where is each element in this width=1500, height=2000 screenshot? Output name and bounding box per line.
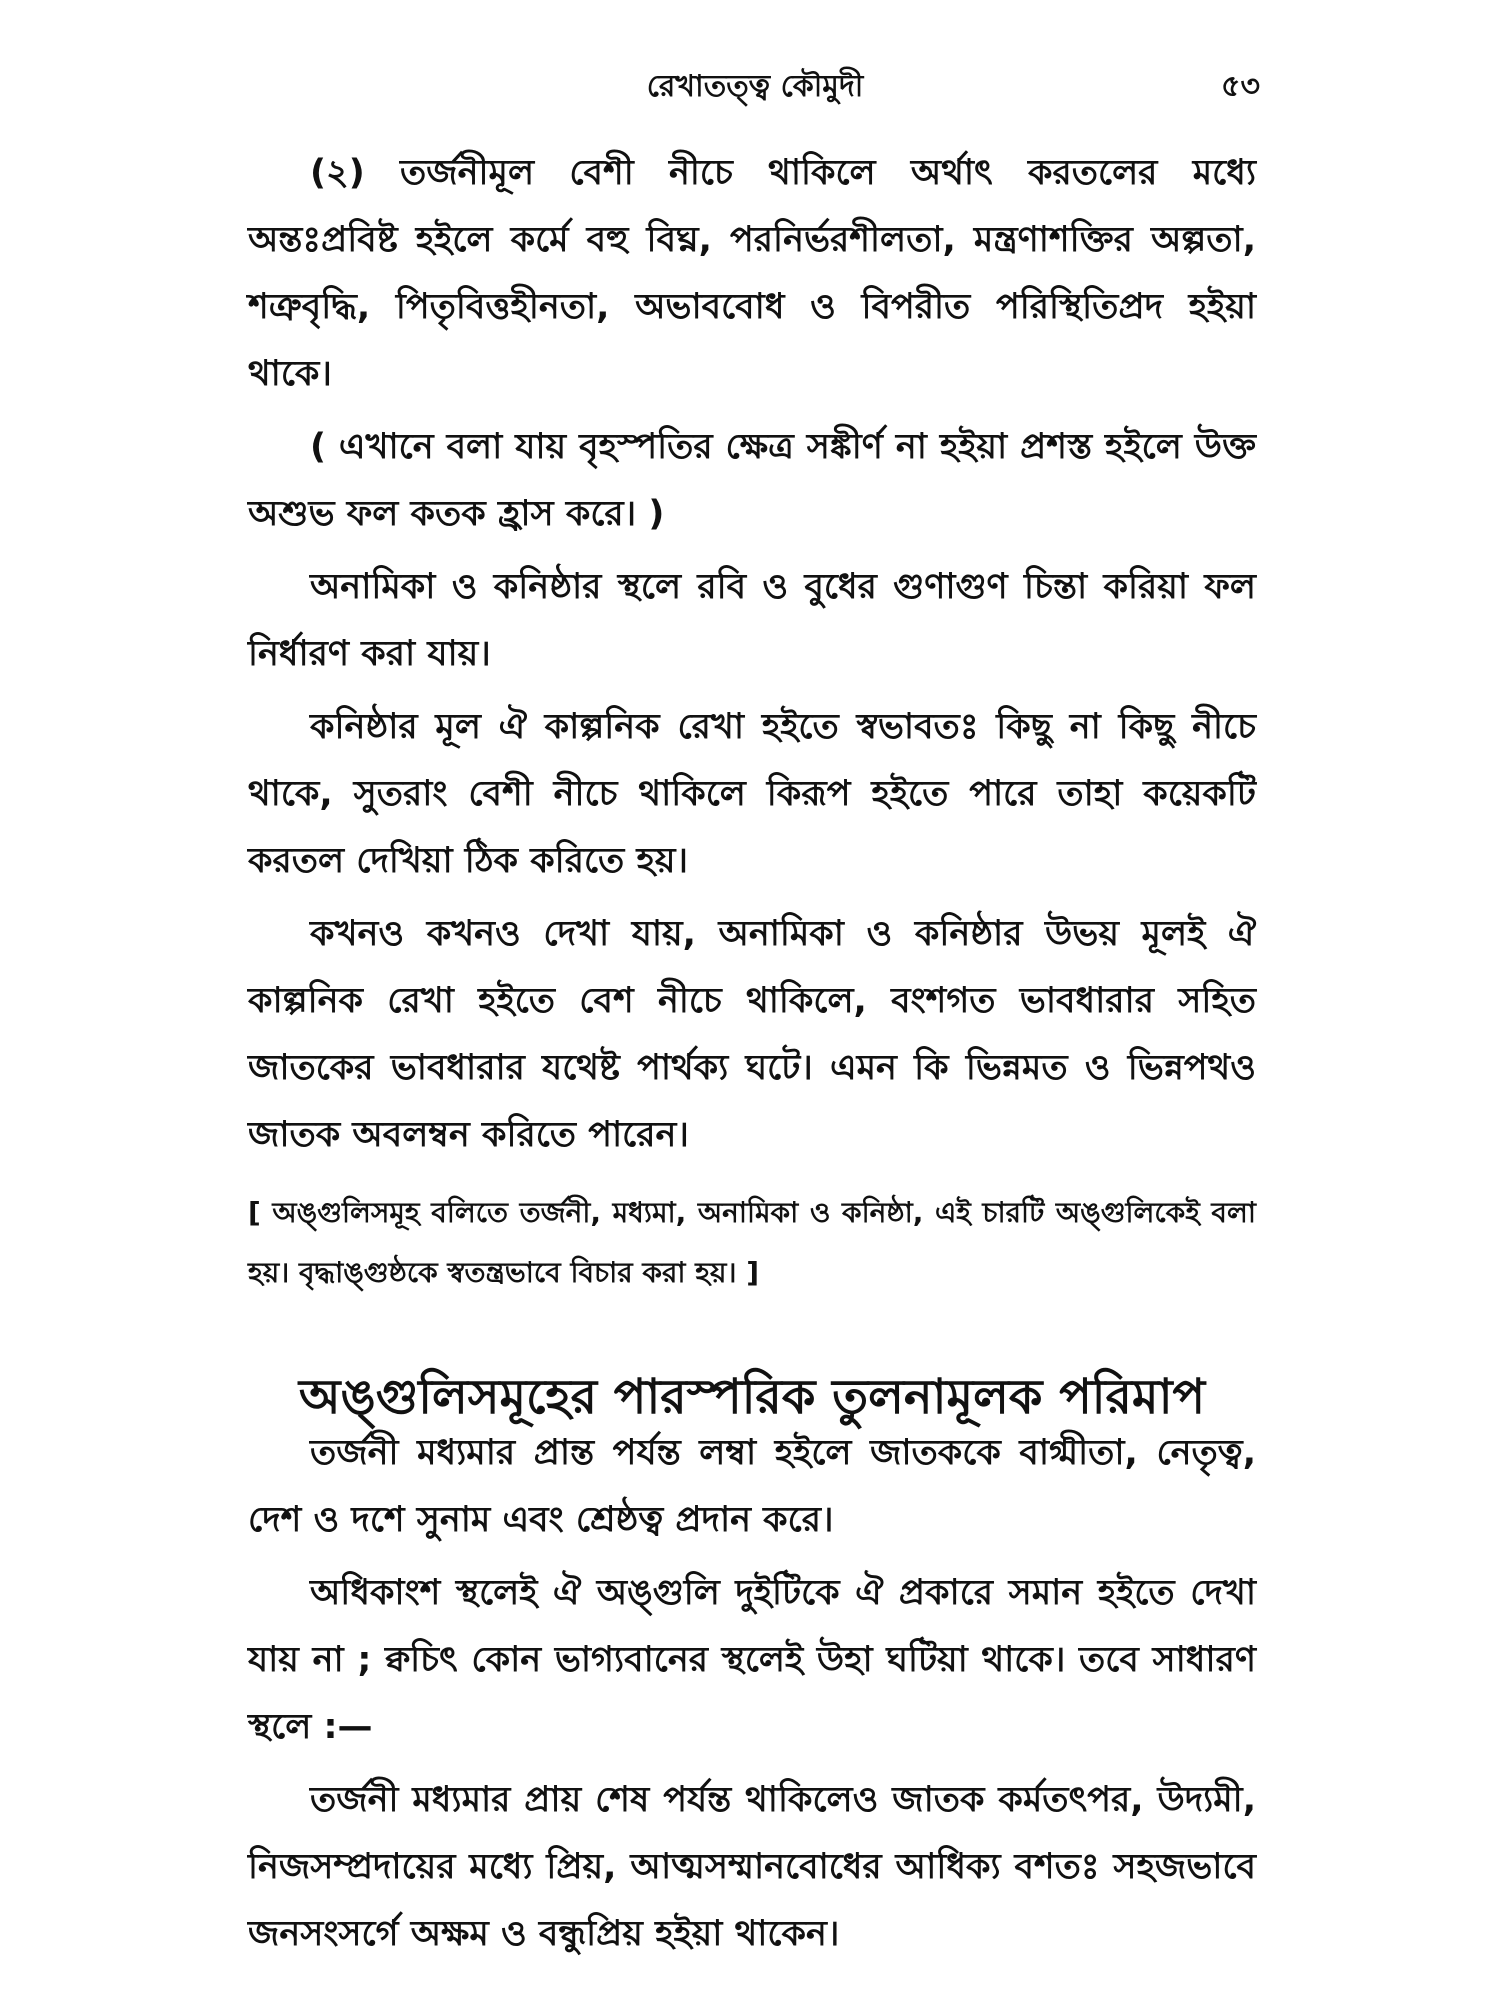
paragraph-jupiter-mount-note: ( এখানে বলা যায় বৃহস্পতির ক্ষেত্র সঙ্কীর্ণ না হইয়া প্রশস্ত হইলে উক্ত অশুভ ফল কতক হ্রাস করে। ) [248,427,1256,534]
paragraph-both-roots-low: কখনও কখনও দেখা যায়, অনামিকা ও কনিষ্ঠার উভয় মূলই ঐ কাল্পনিক রেখা হইতে বেশ নীচে থাকিলে, বংশগত ভাবধারার সহিত জাতকের ভাবধারার যথেষ্ট পার্থক্য ঘটে। এমন কি ভিন্নমত ও ভিন্নপথও জাতক অবলম্বন করিতে পারেন। [248,914,1256,1155]
paragraph-rarely-equal: অধিকাংশ স্থলেই ঐ অঙ্গুলি দুইটিকে ঐ প্রকারে সমান হইতে দেখা যায় না ; ক্বচিৎ কোন ভাগ্যবানের স্থলেই উহা ঘটিয়া থাকে। তবে সাধারণ স্থলে :— [248,1573,1256,1747]
paragraph-index-finger-low: (২) তর্জনীমূল বেশী নীচে থাকিলে অর্থাৎ করতলের মধ্যে অন্তঃপ্রবিষ্ট হইলে কর্মে বহু বিঘ্ন, পরনির্ভরশীলতা, মন্ত্রণাশক্তির অল্পতা, শত্রুবৃদ্ধি, পিতৃবিত্তহীনতা, অভাববোধ ও বিপরীত পরিস্থিতিপ্রদ হইয়া থাকে। [248,153,1256,394]
section-1 [248,140,1256,1303]
section-2 [248,1420,1256,1974]
header-title: রেখাতত্ত্ব কৌমুদী [646,69,864,104]
running-header [250,62,1260,112]
section-heading: অঙ্গুলিসমূহের পারস্পরিক তুলনামূলক পরিমাপ [298,1368,1206,1425]
paragraph-index-equal-middle: তর্জনী মধ্যমার প্রান্ত পর্যন্ত লম্বা হইলে জাতককে বাগ্মীতা, নেতৃত্ব, দেশ ও দশে সুনাম এবং শ্রেষ্ঠত্ব প্রদান করে। [248,1433,1256,1540]
paragraph-index-near-middle-tip: তর্জনী মধ্যমার প্রায় শেষ পর্যন্ত থাকিলেও জাতক কর্মতৎপর, উদ্যমী, নিজসম্প্রদায়ের মধ্যে প্রিয়, আত্মসম্মানবোধের আধিক্য বশতঃ সহজভাবে জনসংসর্গে অক্ষম ও বন্ধুপ্রিয় হইয়া থাকেন। [248,1780,1256,1954]
paragraph-ring-little-finger: অনামিকা ও কনিষ্ঠার স্থলে রবি ও বুধের গুণাগুণ চিন্তা করিয়া ফল নির্ধারণ করা যায়। [248,567,1256,674]
bracket-note-fingers: [ অঙ্গুলিসমূহ বলিতে তর্জনী, মধ্যমা, অনামিকা ও কনিষ্ঠা, এই চারটি অঙ্গুলিকেই বলা হয়। বৃদ্ধাঙ্গুষ্ঠকে স্বতন্ত্রভাবে বিচার করা হয়। ] [248,1196,1256,1289]
page-number: ৫৩ [1221,69,1260,104]
paragraph-little-finger-root: কনিষ্ঠার মূল ঐ কাল্পনিক রেখা হইতে স্বভাবতঃ কিছু না কিছু নীচে থাকে, সুতরাং বেশী নীচে থাকিলে কিরূপ হইতে পারে তাহা কয়েকটি করতল দেখিয়া ঠিক করিতে হয়। [248,707,1256,881]
